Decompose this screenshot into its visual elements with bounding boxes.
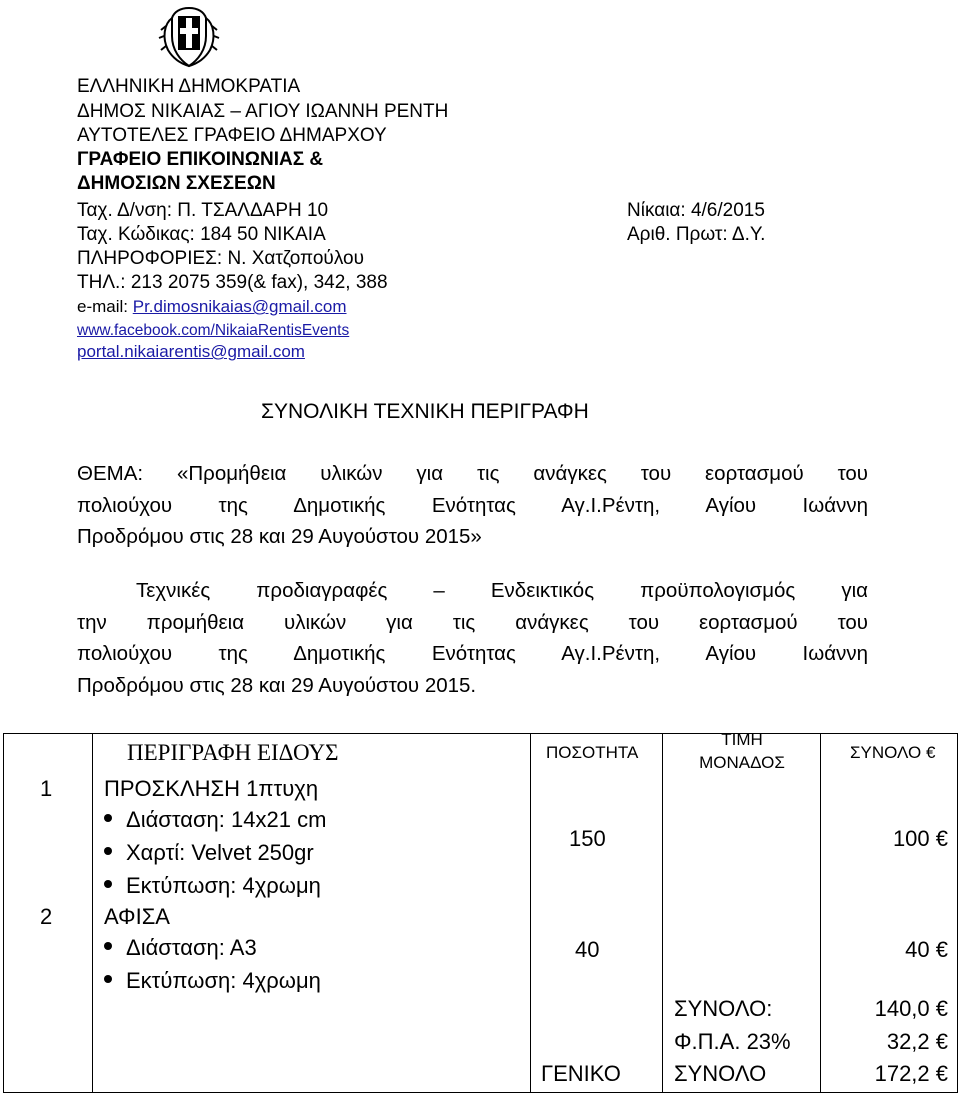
header-email-row bbox=[77, 297, 347, 316]
bullet-icon bbox=[104, 880, 112, 888]
header-unit-price-line1: ΤΙΜΗ bbox=[721, 730, 763, 749]
summary-general-label: ΓΕΝΙΚΟ bbox=[541, 1061, 621, 1086]
greek-coat-of-arms-icon bbox=[158, 6, 220, 68]
row-2-bullet-1: Διάσταση: Α3 bbox=[104, 937, 257, 959]
portal-email-link[interactable]: portal.nikaiarentis@gmail.com bbox=[77, 342, 305, 361]
header-address: Ταχ. Δ/νση: Π. ΤΣΑΛΔΑΡΗ 10 bbox=[77, 200, 329, 221]
header-quantity: ΠΟΣΟΤΗΤΑ bbox=[546, 743, 639, 762]
summary-grand-value: 172,2 € bbox=[874, 1061, 948, 1086]
subject-line-1: ΘΕΜΑ: «Προμήθεια υλικών για τις ανάγκες του εορτασμού του bbox=[77, 462, 868, 485]
row-1-total: 100 € bbox=[892, 826, 948, 851]
header-unit-price-line2: ΜΟΝΑΔΟΣ bbox=[699, 753, 785, 772]
subject-line-2: πολιούχου της Δημοτικής Ενότητας Αγ.Ι.Ρέντη, Αγίου Ιωάννη bbox=[77, 494, 868, 517]
table-col-divider-4 bbox=[820, 733, 821, 1093]
table-right-border bbox=[957, 733, 958, 1093]
subject-line-3: Προδρόμου στις 28 και 29 Αυγούστου 2015» bbox=[77, 525, 482, 548]
header-line-public-relations: ΔΗΜΟΣΙΩΝ ΣΧΕΣΕΩΝ bbox=[77, 173, 276, 194]
body-line-4: Προδρόμου στις 28 και 29 Αυγούστου 2015. bbox=[77, 674, 477, 697]
table-col-divider-3 bbox=[662, 733, 663, 1093]
header-description: ΠΕΡΙΓΡΑΦΗ ΕΙΔΟΥΣ bbox=[127, 740, 339, 765]
body-line-2: την προμήθεια υλικών για τις ανάγκες του εορτασμού του bbox=[77, 611, 868, 634]
summary-vat-value: 32,2 € bbox=[886, 1029, 948, 1054]
document-title: ΣΥΝΟΛΙΚΗ ΤΕΧΝΙΚΗ ΠΕΡΙΓΡΑΦΗ bbox=[261, 400, 589, 423]
header-line-mayor-office: ΑΥΤΟΤΕΛΕΣ ΓΡΑΦΕΙΟ ΔΗΜΑΡΧΟΥ bbox=[77, 125, 387, 146]
table-left-border bbox=[3, 733, 4, 1093]
bullet-icon bbox=[104, 847, 112, 855]
header-phone: ΤΗΛ.: 213 2075 359(& fax), 342, 388 bbox=[77, 272, 388, 293]
summary-vat-label: Φ.Π.Α. 23% bbox=[674, 1029, 791, 1054]
bullet-icon bbox=[104, 814, 112, 822]
facebook-link[interactable]: www.facebook.com/NikaiaRentisEvents bbox=[77, 322, 350, 339]
row-1-name: ΠΡΟΣΚΛΗΣΗ 1πτυχη bbox=[104, 776, 319, 801]
row-2-total: 40 € bbox=[905, 937, 948, 962]
bullet-icon bbox=[104, 975, 112, 983]
summary-grand-label: ΣΥΝΟΛΟ bbox=[674, 1061, 767, 1086]
summary-subtotal-value: 140,0 € bbox=[874, 996, 948, 1021]
header-line-municipality: ΔΗΜΟΣ ΝΙΚΑΙΑΣ – ΑΓΙΟΥ ΙΩΑΝΝΗ ΡΕΝΤΗ bbox=[77, 101, 449, 122]
table-col-divider-2 bbox=[530, 733, 531, 1093]
row-1-bullet-3: Εκτύπωση: 4χρωμη bbox=[104, 875, 321, 897]
summary-subtotal-label: ΣΥΝΟΛΟ: bbox=[674, 996, 773, 1021]
row-2-name: ΑΦΙΣΑ bbox=[104, 904, 170, 929]
header-postal-code: Ταχ. Κώδικας: 184 50 ΝΙΚΑΙΑ bbox=[77, 224, 326, 245]
header-info-contact: ΠΛΗΡΟΦΟΡΙΕΣ: Ν. Χατζοπούλου bbox=[77, 248, 364, 269]
row-1-number: 1 bbox=[40, 776, 53, 801]
protocol-number: Αριθ. Πρωτ: Δ.Υ. bbox=[627, 224, 766, 245]
row-1-bullet-2: Χαρτί: Velvet 250gr bbox=[104, 842, 314, 864]
row-2-bullet-2: Εκτύπωση: 4χρωμη bbox=[104, 970, 321, 992]
body-line-3: πολιούχου της Δημοτικής Ενότητας Αγ.Ι.Ρέντη, Αγίου Ιωάννη bbox=[77, 642, 868, 665]
row-1-quantity: 150 bbox=[569, 826, 606, 851]
header-line-communication-office: ΓΡΑΦΕΙΟ ΕΠΙΚΟΙΝΩΝΙΑΣ & bbox=[77, 149, 324, 170]
row-2-number: 2 bbox=[40, 904, 53, 929]
document-date: Νίκαια: 4/6/2015 bbox=[627, 200, 765, 221]
row-1-bullet-1: Διάσταση: 14x21 cm bbox=[104, 809, 326, 831]
table-col-divider-1 bbox=[92, 733, 93, 1093]
header-total: ΣΥΝΟΛΟ € bbox=[850, 743, 936, 762]
body-line-1: Τεχνικές προδιαγραφές – Ενδεικτικός προϋπολογισμός για bbox=[136, 579, 868, 602]
row-2-quantity: 40 bbox=[575, 937, 600, 962]
email-link[interactable]: Pr.dimosnikaias@gmail.com bbox=[132, 297, 347, 316]
subject-label: ΘΕΜΑ: bbox=[77, 462, 177, 485]
header-line-republic: ΕΛΛΗΝΙΚΗ ΔΗΜΟΚΡΑΤΙΑ bbox=[77, 76, 301, 97]
bullet-icon bbox=[104, 942, 112, 950]
email-label: e-mail: bbox=[77, 297, 133, 316]
